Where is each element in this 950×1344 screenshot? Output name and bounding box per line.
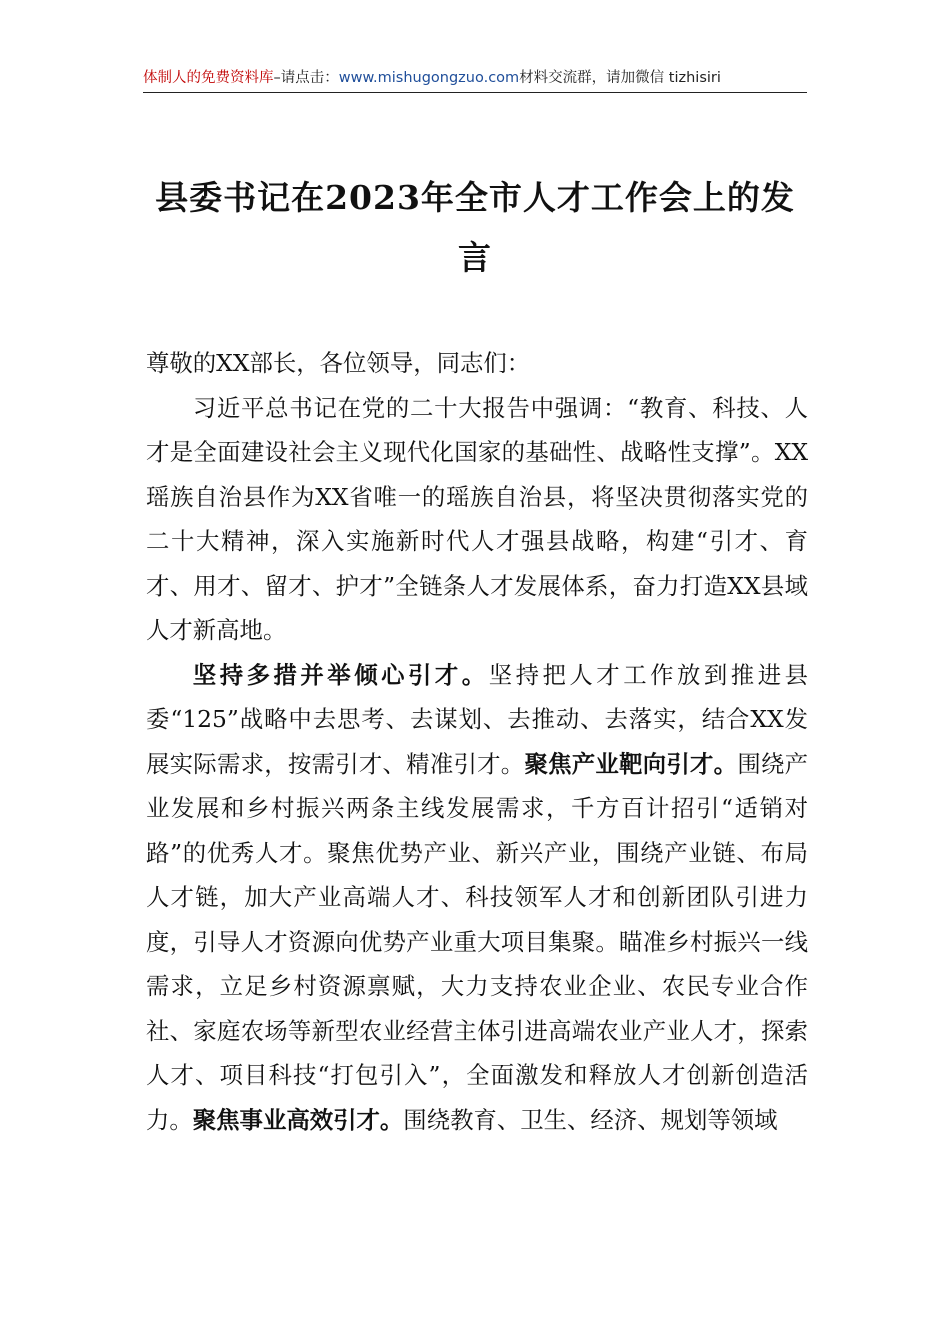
paragraph-talent-recruitment (146, 653, 808, 1143)
paragraph-intro: 习近平总书记在党的二十大报告中强调：“教育、科技、人才是全面建设社会主义现代化国家的基础性、战略性支撑”。XX瑶族自治县作为XX省唯一的瑶族自治县，将坚决贯彻落实党的二十大精神，深入实施新时代人才强县战略，构建“引才、育才、用才、留才、护才”全链条人才发展体系，奋力打造XX县域人才新高地。 (146, 393, 808, 644)
section-heading-recruitment: 坚持多措并举倾心引才。 (192, 660, 489, 689)
header-brand: 体制人的免费资料库 (143, 70, 274, 86)
subtext-public-service: 围绕教育、卫生、经济、规划等领域 (403, 1105, 778, 1134)
header-divider (143, 92, 807, 93)
header-prompt: –请点击： (273, 70, 339, 86)
section-text-recruitment: 坚持把人才工作放到推进县委“125”战略中去思考、去谋划、去推动、去落实，结合XX发展实际需求，按需引才、精准引才。 (146, 660, 808, 778)
subtext-industry: 围绕产业发展和乡村振兴两条主线发展需求，千方百计招引“适销对路”的优秀人才。聚焦优势产业、新兴产业，围绕产业链、布局人才链，加大产业高端人才、科技领军人才和创新团队引进力度，引导人才资源向优势产业重大项目集聚。瞄准乡村振兴一线需求，立足乡村资源禀赋，大力支持农业企业、农民专业合作社、家庭农场等新型农业经营主体引进高端农业产业人才，探索人才、项目科技“打包引入”，全面激发和释放人才创新创造活力。 (146, 749, 809, 1134)
document-title: 县委书记在2023年全市人才工作会上的发言 (155, 178, 795, 277)
subheading-industry: 聚焦产业靶向引才。 (524, 749, 738, 778)
header-url-link[interactable]: www.mishugongzuo.com (338, 70, 520, 86)
subheading-public-service: 聚焦事业高效引才。 (192, 1105, 404, 1134)
document-body (146, 341, 808, 1142)
page-header (143, 66, 807, 90)
header-note: 材料交流群，请加微信 tizhisiri (519, 70, 721, 86)
salutation: 尊敬的XX部长，各位领导，同志们： (146, 349, 531, 377)
